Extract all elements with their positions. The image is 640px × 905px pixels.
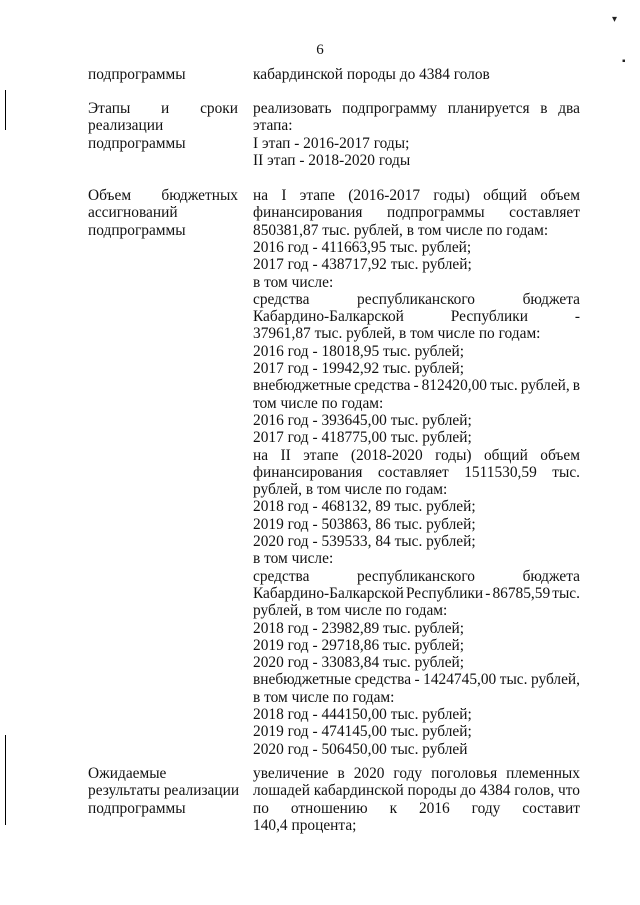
row-value-line: том числе по годам:: [253, 394, 384, 412]
row-value-line: 2018 год - 468132, 89 тыс. рублей;: [253, 498, 476, 516]
word: внебюджетные: [253, 671, 352, 689]
word: внебюджетные: [253, 377, 352, 395]
word: два: [558, 100, 580, 117]
word: и: [161, 100, 170, 117]
word: году: [393, 765, 423, 782]
word: бюджета: [522, 290, 580, 308]
word: финансирования: [253, 204, 363, 222]
row-value-line: 2020 год - 506450,00 тыс. рублей: [253, 740, 468, 758]
word: на: [253, 187, 269, 204]
row-value-line: рублей, в том числе по годам:: [253, 602, 448, 620]
row-value-line: [253, 308, 580, 325]
row-value-line: 2019 год - 29718,86 тыс. рублей;: [253, 636, 465, 654]
row-value-line: 850381,87 тыс. рублей, в том числе по годам:: [253, 221, 549, 239]
word: II: [280, 446, 291, 464]
word: 2016: [418, 799, 450, 817]
word: общий: [483, 187, 528, 204]
word: поголовья: [431, 765, 498, 782]
word: средства: [253, 567, 310, 585]
row-label-line: результаты реализации: [88, 782, 240, 800]
word: в: [572, 377, 580, 395]
row-value-line: I этап - 2016-2017 годы;: [253, 134, 410, 152]
word: лошадей: [253, 782, 310, 800]
row-value-line: [253, 800, 580, 817]
row-value-line: 2017 год - 418775,00 тыс. рублей;: [253, 429, 472, 447]
word: до: [460, 782, 476, 800]
word: средства: [354, 671, 412, 689]
row-value-line: 2017 год - 19942,92 тыс. рублей;: [253, 360, 465, 377]
word: отношению: [290, 799, 368, 817]
row-value-line: [253, 187, 580, 204]
word: рублей,: [520, 377, 570, 395]
row-value-line: [253, 377, 580, 394]
row-value-line: 2019 год - 474145,00 тыс. рублей;: [253, 723, 472, 741]
row-value-line: [253, 100, 580, 117]
word: 1511530,59: [464, 463, 537, 481]
word: породы: [407, 782, 457, 800]
page-number: 6: [316, 42, 324, 58]
word: тыс.: [552, 584, 580, 602]
row-label-line: реализации: [88, 117, 164, 135]
word: (2016-2017: [348, 187, 421, 204]
scan-mark-top: ▾: [612, 14, 618, 25]
word: кабардинской: [313, 782, 404, 800]
scan-edge-left: [5, 735, 6, 825]
row-value-line: в том числе:: [253, 273, 334, 291]
row-value-line: 37961,87 тыс. рублей, в том числе по годам:: [253, 325, 541, 343]
word: рублей,: [530, 671, 580, 689]
word: -: [414, 671, 420, 689]
word: 4384: [479, 782, 511, 800]
word: средства: [253, 290, 310, 308]
word: 2020: [353, 765, 385, 782]
word: сроки: [200, 100, 238, 117]
row-value-line: 140,4 процента;: [253, 816, 357, 834]
word: планируется: [447, 100, 530, 117]
word: годы): [435, 446, 472, 464]
word: что: [557, 782, 580, 800]
scan-edge-left: [5, 90, 6, 130]
word: Объем: [88, 187, 132, 204]
word: увеличение: [253, 765, 329, 782]
row-value-line: [253, 671, 580, 688]
word: этапе: [303, 446, 339, 464]
word: бюджета: [522, 567, 580, 585]
row-label-line: [88, 187, 238, 204]
row-value-line: [253, 782, 580, 799]
word: тыс.: [489, 377, 518, 395]
word: республиканского: [357, 567, 476, 585]
row-label-line: Ожидаемые: [88, 765, 167, 782]
word: по: [253, 799, 269, 817]
row-label-line: ассигнований: [88, 204, 178, 222]
row-value-line: в том числе:: [253, 550, 334, 568]
word: объем: [540, 446, 580, 464]
word: голов,: [514, 782, 555, 800]
word: 812420,00: [421, 377, 488, 395]
row-value-line: [253, 464, 580, 481]
row-value-line: этапа:: [253, 117, 293, 135]
word: Кабардино-Балкарской: [253, 308, 404, 326]
row-value-line: [253, 585, 580, 602]
row-value-line: [253, 765, 580, 782]
word: подпрограммы: [386, 204, 485, 222]
word: бюджетных: [161, 187, 238, 204]
word: -: [574, 308, 580, 326]
row-label-line: подпрограммы: [88, 134, 186, 152]
row-value-line: 2016 год - 411663,95 тыс. рублей;: [253, 238, 472, 256]
row-value-line: 2020 год - 539533, 84 тыс. рублей;: [253, 533, 476, 550]
row-label-line: подпрограммы: [88, 66, 186, 83]
row-value-line: [253, 568, 580, 585]
word: объем: [540, 187, 580, 204]
word: Республики: [450, 308, 528, 326]
word: I: [281, 187, 287, 204]
word: составляет: [377, 463, 449, 481]
word: Республики: [405, 584, 484, 602]
word: подпрограмму: [342, 100, 438, 117]
word: -: [485, 584, 491, 602]
word: финансирования: [253, 463, 363, 481]
word: годы): [433, 187, 470, 204]
row-value-line: 2017 год - 438717,92 тыс. рублей;: [253, 256, 472, 274]
row-value-line: 2019 год - 503863, 86 тыс. рублей;: [253, 515, 476, 533]
row-value-line: 2016 год - 18018,95 тыс. рублей;: [253, 342, 465, 360]
row-label-line: [88, 100, 238, 117]
row-value-line: кабардинской породы до 4384 голов: [253, 66, 490, 83]
word: республиканского: [357, 290, 476, 308]
word: тыс.: [552, 463, 580, 481]
row-value-line: 2016 год - 393645,00 тыс. рублей;: [253, 411, 472, 429]
row-label-line: подпрограммы: [88, 799, 186, 817]
scan-mark-right: ▪: [622, 56, 626, 67]
row-value-line: рублей, в том числе по годам:: [253, 481, 448, 499]
row-value-line: в том числе по годам:: [253, 688, 395, 706]
row-value-line: 2018 год - 23982,89 тыс. рублей;: [253, 619, 465, 637]
word: Кабардино-Балкарской: [253, 584, 404, 602]
word: (2018-2020: [350, 446, 423, 464]
word: племенных: [506, 765, 580, 782]
row-value-line: [253, 291, 580, 308]
word: -: [413, 377, 419, 395]
row-value-line: [253, 204, 580, 221]
word: на: [253, 446, 269, 464]
row-value-line: II этап - 2018-2020 годы: [253, 151, 411, 169]
word: составляет: [509, 204, 580, 222]
row-value-line: 2020 год - 33083,84 тыс. рублей;: [253, 654, 465, 672]
word: средства: [354, 377, 411, 395]
word: в: [540, 100, 548, 117]
word: составит: [522, 799, 580, 817]
word: году: [471, 799, 501, 817]
word: тыс.: [499, 671, 528, 689]
word: Этапы: [88, 100, 131, 117]
word: этапе: [299, 187, 335, 204]
row-value-line: 2018 год - 444150,00 тыс. рублей;: [253, 706, 472, 723]
word: 1424745,00: [423, 671, 497, 689]
word: к: [389, 799, 398, 817]
word: общий: [483, 446, 528, 464]
row-value-line: [253, 447, 580, 464]
row-label-line: подпрограммы: [88, 221, 186, 239]
word: в: [337, 765, 345, 782]
word: 86785,59: [492, 584, 551, 602]
word: реализовать: [253, 100, 332, 117]
